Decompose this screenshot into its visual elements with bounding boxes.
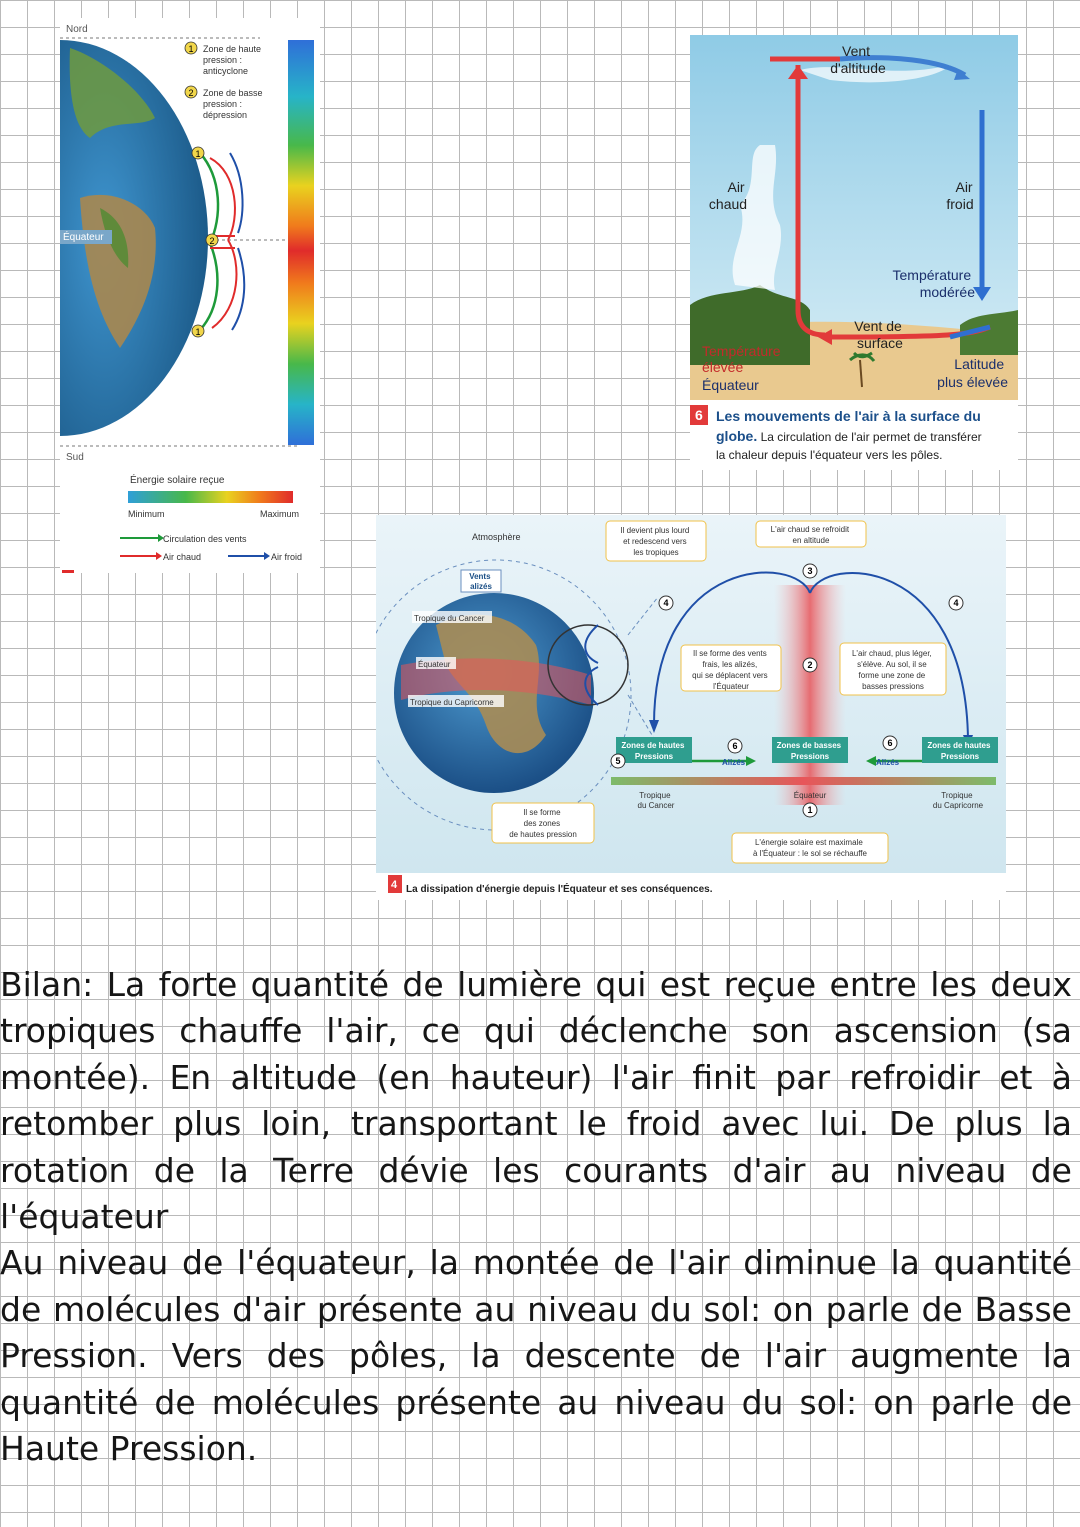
legend-low-pressure: Zone de basse pression : dépression [203, 88, 263, 120]
air-froid-label: Air froid [271, 552, 303, 562]
figure-air-movements [690, 35, 1018, 470]
latitude-label: Latitude plus élevée [937, 356, 1008, 390]
badge-6-left: 6 [732, 741, 738, 751]
badge-4-left: 4 [663, 598, 669, 608]
marker-1-bottom: 1 [195, 327, 201, 337]
note-trade-winds: Il se forme des vents frais, les alizés, qui se déplacent vers l'Équateur [692, 649, 768, 691]
vents-alizes-label: Vents alizés [469, 572, 492, 591]
legend-num-2: 2 [188, 88, 194, 98]
air-movements-diagram [690, 35, 1018, 470]
badge-1: 1 [807, 805, 813, 815]
vent-surface-label: Vent de surface [854, 318, 903, 351]
tropique-capricorne-label: Tropique du Capricorne [410, 698, 494, 707]
equateur-label: Équateur [702, 377, 759, 393]
equator-label: Équateur [63, 232, 104, 243]
circulation-label: Circulation des vents [163, 534, 247, 544]
air-froid-label: Air froid [946, 179, 974, 212]
equateur-globe-label: Équateur [418, 660, 451, 669]
air-chaud-label: Air chaud [163, 552, 202, 562]
note-air-cools: L'air chaud se refroidit en altitude [770, 525, 850, 545]
fig4-caption: La dissipation d'énergie depuis l'Équateur et ses conséquences. [406, 884, 713, 895]
solar-energy-diagram [60, 18, 320, 573]
badge-3: 3 [807, 566, 813, 576]
bilan-paragraph-1: Bilan: La forte quantité de lumière qui est reçue entre les deux tropiques chauffe l'air, ce qui déclenche son ascension (sa montée). En altitude (en hauteur) l'air finit par refroidir et à retomber plus loin, transportant le froid avec lui. De plus la rotation de la Terre dévie les courants d'air au niveau de l'équateur [0, 965, 1072, 1237]
zone-high-pressure-left: Zones de hautes Pressions [621, 741, 685, 761]
south-label: Sud [66, 452, 84, 463]
marker-1-top: 1 [195, 149, 201, 159]
alizes-left: Alizés [722, 758, 746, 767]
legend-high-pressure: Zone de haute pression : anticyclone [203, 44, 262, 76]
energy-scale-bar [128, 491, 293, 503]
axis-tropique-capricorne: Tropique du Capricorne [932, 791, 984, 810]
fig6-number: 6 [695, 407, 703, 423]
temp-moderee-label: Température modérée [892, 267, 975, 300]
energy-label: Énergie solaire reçue [130, 475, 225, 486]
tropique-cancer-label: Tropique du Cancer [414, 614, 485, 623]
note-warm-air-rises: L'air chaud, plus léger, s'élève. Au sol, il se forme une zone de basses pressions [851, 649, 932, 691]
note-solar-energy: L'énergie solaire est maximale à l'Équateur : le sol se réchauffe [753, 838, 867, 858]
marker-2: 2 [209, 236, 215, 246]
badge-4-right: 4 [953, 598, 959, 608]
alizes-right: Alizés [876, 758, 900, 767]
fig6-caption-title: Les mouvements de l'air à la surface du [716, 408, 981, 424]
energy-dissipation-diagram [376, 515, 1006, 900]
minimum-label: Minimum [128, 509, 165, 519]
bilan-summary [0, 962, 1072, 1472]
zone-low-pressure: Zones de basses Pressions [776, 741, 842, 761]
figure-energy-dissipation [376, 515, 1006, 900]
figure-solar-energy [60, 18, 320, 573]
maximum-label: Maximum [260, 509, 300, 519]
badge-5: 5 [615, 756, 621, 766]
axis-tropique-cancer: Tropique du Cancer [637, 791, 675, 810]
note-high-pressure-zones: Il se forme des zones de hautes pression [509, 808, 577, 839]
axis-equateur: Équateur [793, 791, 827, 800]
legend-num-1: 1 [188, 44, 194, 54]
badge-6-right: 6 [887, 738, 893, 748]
fig6-caption-text: globe. La circulation de l'air permet de transférer la chaleur depuis l'équateur vers les pôles. [716, 428, 982, 462]
note-heavy-air: Il devient plus lourd et redescend vers les tropiques [620, 526, 690, 557]
temp-elevee-label: Température élevée [702, 343, 781, 375]
north-label: Nord [66, 24, 88, 35]
bilan-paragraph-2: Au niveau de l'équateur, la montée de l'air diminue la quantité de molécules d'air présente au niveau du sol: on parle de Basse Pression. Vers des pôles, la descente de l'air augmente la quantité de molécules présente au niveau du sol: on parle de Haute Pression. [0, 1243, 1072, 1469]
rising-warm-air-column [774, 585, 846, 805]
fig4-number: 4 [391, 879, 398, 891]
ground-band [611, 777, 996, 785]
energy-spectrum-bar [288, 40, 314, 445]
air-chaud-label: Air chaud [708, 179, 748, 212]
badge-2: 2 [807, 660, 813, 670]
vent-altitude-label: Vent d'altitude [830, 43, 886, 76]
atmosphere-label: Atmosphère [472, 532, 521, 542]
zone-high-pressure-right: Zones de hautes Pressions [927, 741, 991, 761]
